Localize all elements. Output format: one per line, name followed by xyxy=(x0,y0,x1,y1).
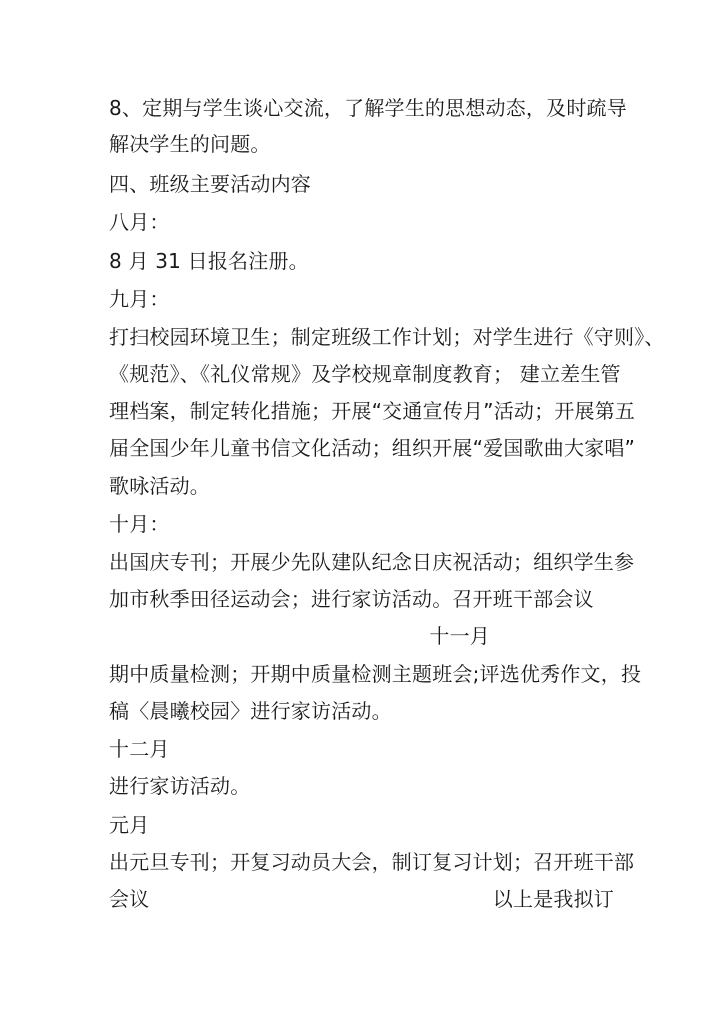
text-line-october-2: 加市秋季田径运动会；进行家访活动。召开班干部会议 xyxy=(109,587,594,611)
month-heading-october: 十月： xyxy=(109,512,170,536)
text-line-january-1: 出元旦专刊；开复习动员大会，制订复习计划；召开班干部 xyxy=(109,850,635,874)
text-line-september-5: 歌咏活动。 xyxy=(109,474,210,498)
text-line-september-1: 打扫校园环境卫生；制定班级工作计划；对学生进行《守则》、 xyxy=(109,325,665,349)
text-line-september-4: 届全国少年儿童书信文化活动；组织开展“爱国歌曲大家唱” xyxy=(109,436,636,460)
text-line-january-2 xyxy=(109,885,614,913)
text-line-1: 8、定期与学生谈心交流，了解学生的思想动态，及时疏导 xyxy=(109,96,627,120)
text-line-registration: 8 月 31 日报名注册。 xyxy=(109,249,309,273)
text-line-october-1: 出国庆专刊；开展少先队建队纪念日庆祝活动；组织学生参 xyxy=(109,550,635,574)
text-line-november-2: 稿〈晨曦校园〉进行家访活动。 xyxy=(109,699,392,723)
section-heading: 四、班级主要活动内容 xyxy=(109,172,311,196)
month-heading-november: 十一月 xyxy=(429,624,490,648)
text-line-january-2-right: 以上是我拟订 xyxy=(492,887,614,911)
text-line-november-1: 期中质量检测；开期中质量检测主题班会;评选优秀作文，投 xyxy=(109,662,642,686)
text-line-january-2-left: 会议 xyxy=(109,887,150,911)
month-heading-december: 十二月 xyxy=(109,737,170,761)
month-heading-august: 八月： xyxy=(109,210,170,234)
text-line-2: 解决学生的问题。 xyxy=(109,132,271,156)
text-line-september-3: 理档案，制定转化措施；开展“交通宣传月”活动；开展第五 xyxy=(109,399,636,423)
text-line-december: 进行家访活动。 xyxy=(109,774,251,798)
month-heading-september: 九月： xyxy=(109,287,170,311)
text-line-september-2: 《规范》、《礼仪常规》及学校规章制度教育； 建立差生管 xyxy=(109,362,621,386)
month-heading-january: 元月 xyxy=(109,813,150,837)
